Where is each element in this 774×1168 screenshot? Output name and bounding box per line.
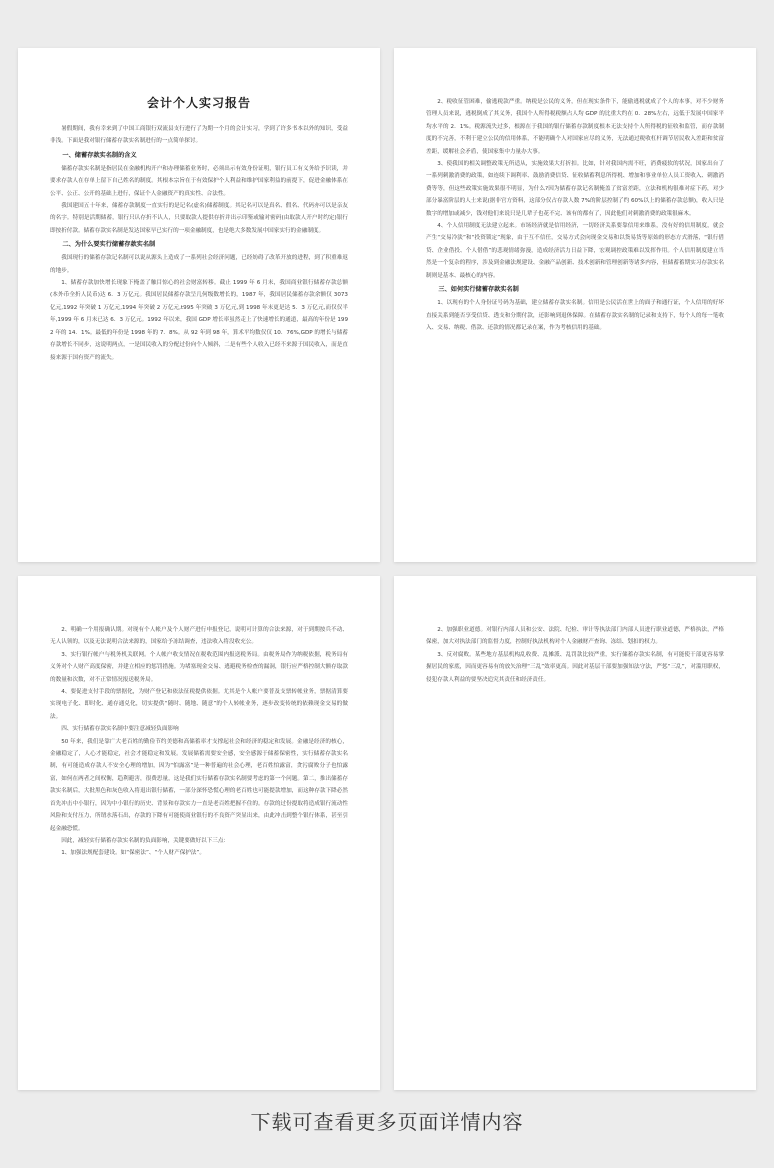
paragraph: 四、实行储蓄存款实名制中要注意减轻负面影响 [61,726,179,733]
document-page-2 [394,48,756,562]
section-heading: 一、储蓄存款实名制的含义 [62,151,137,159]
download-prompt-text[interactable]: 下载可查看更多页面详情内容 [250,1110,524,1134]
paragraph: 暑假期间，我有幸来到了中国工商银行双流县支行进行了为期一个月的会计实习，学到了许多书本以外的知识，受益非浅。下面是我对银行储蓄存款实名制进行的一点简单探讨。 [50,126,348,145]
section-heading: 二、为什么要实行储蓄存款实名制 [62,241,156,249]
paragraph: 50 年来，我们是靠广大老百姓的勤俭节约美德和高储蓄率才支撑起社会和经济的稳定和发展。金融是经济的核心，金融稳定了，人心才能稳定，社会才能稳定和发展。发展储蓄需要安全感，安全感源于储蓄保密性，实行储蓄存款实名制，有可能造成存款人不安全心理的增加，因为“怕露富”是一种普遍的社会心理，老百姓怕露富，贪污腐败分子也怕露富，如何在两者之间权衡，趋利避害，很费思量，这是我们实行储蓄存款实名制要考虑的第一个问题。第二，推出储蓄存款实名制后，大批黑色和灰色收入将退出银行储蓄，一部分深怀恐慌心理的老百姓也可能提款增加，而这种存款下降必然首先冲击中小银行，因为中小银行的历史、背景和存款实力一直是老百姓把握不住的。存款的过份提取将造成银行流动性风险和支付压力，所谓水落石出，存款的下降有可能使商业银行的不良资产突显出来，由此冲击到整个银行体系，甚至引起金融恐慌。 [50,738,348,832]
document-page-4 [394,576,756,1090]
paragraph: 2、明确一个用报确认期。对现有个人帐户及个人财产进行申报登记，说明可计算的合法来源，对于到期按兵不动、无人认领的，以及无法说明合法来源的，国家给予冻结调查，违法收入将没收充公。 [50,627,348,646]
paragraph: 因此，减轻实行储蓄存款实名制的负面影响，关键要做好以下三点： [61,837,230,844]
paragraph: 1、储蓄存款加快增长现象下掩盖了触目惊心的社会财富转移。截止 1999 年 6 月末，我国商业银行储蓄存款总额(本外币全折人民币)达 6．3 万亿元。我国居民储蓄存款呈几何级数增长的，1987 年，我国居民储蓄存款余额仅 3073 亿元,1992 年突破 1 万亿元,1994 年突破 2 万亿元,t995 年突破 3 万亿元,到 1998 年末更是达 5．3 万亿元,而仅仅半年,1999 年 6 月末已达 6．3 万亿元。1992 年以来，我国 GDP 增长率虽然走上了快速增长的通道，最高的年份是 1992 年的 14．1%。最低的年份是 1998 年的 7．8%。从 92 年到 98 年，算术平均数仅仅 10．76%,GDP 的增长与储蓄存款增长不同步，这说明两点，一是国民收入的分配过份向个人倾斜，二是有些个人收入已经不来源于国民收入，而是直接来源于国有资产的流失。 [50,280,348,361]
document-page-1 [18,48,380,562]
paragraph: 4、要促进支付手段的票据化，为财产登记和依法征税提供依据。尤其是个人帐户要普及支票转帐业务，票据清算要实现电子化、即时化、通存通兑化，切实提供“随时、随地、随意”的个人转帐业务，逐步改变传统的依赖现金交易的做法。 [50,689,348,720]
document-page-3 [18,576,380,1090]
document-title: 会计个人实习报告 [146,96,251,110]
paragraph: 储蓄存款实名制是指居民在金融机构开户和办理储蓄业务时，必须出示有效身份证明，银行员工有义务给予识读，并要求存款人在存单上留下自己姓名的制度。其根本宗旨在于有效保护个人利益和维护国家利益的前提下，促进金融体系在公平、公正、公开的基础上进行，保证个人金融资产的真实性、合法性。 [50,165,348,197]
paragraph: 我国现行的储蓄存款记名制可以说从源头上造成了一系列社会经济问题，已经妨碍了改革开放的进程，到了积重难返的地步。 [50,255,348,274]
paragraph: 3、反对腐败。某些地方基层机构乱收费、乱摊派、乱罚款比较严重，实行储蓄存款实名制，有可能使干部更容易掌握居民的家底，因而更容易有的放矢治理“三乱”效率更高。因此对基层干部要加强知法守法，严惩“三乱”，对滥用职权，侵犯存款人利益的要坚决追究其责任和经济责任。 [426,651,724,683]
paragraph: 4、个人信用制度无法建立起来。市场经济就是信用经济，一切经济关系要靠信用来维系，没有好的信用制度，就会产生“交易冷淡”和“投资锁定”现象，由于互不信任，交易方式会向现金交易和以货易货等原始的形态方式滑落，“银行借贷、企业借投、个人借借”的悲观情绪弥漫，造成经济活力日益下降，宏观调控政策难以发挥作用。个人信用制度建立当然是一个复杂的程序，涉及到金融法规建设、金融产品创新、技术创新和管理创新等诸多内容，但储蓄蓄期实习存款实名制则是基本、最核心的内容。 [426,223,724,279]
paragraph: 1、以现有的个人身份证号码为基础，建立储蓄存款实名制。信用是公民活在世上的面子和通行证，个人信用的好坏直接关系到能否享受信贷、透支和分期付款，还影响到退休保障。在储蓄存款实名制的记录和支持下，每个人的每一笔收入、交易、纳税、借款、还款的情况都记录在案，作为考核信用的基础。 [426,300,724,331]
paragraph: 2、加强职业道德。对银行内部人员和公安、法院、纪检、审计等执法部门内部人员进行职业道德，严格执法，严格保密，加大对执法部门的监督力度，控制好执法机构对个人金融财产查询、冻结、划扣的权力。 [426,627,724,646]
paragraph: 2、税收征管困难，偷逃税款严重。纳税是公民的义务，但在现实条件下，能偷逃税就成了个人的本事，对不少财务管理人员来说，逃税倒成了其义务，我国个人所得税税额占人均 GDP 的比重大约在 0．28%左右，远低于发展中国家平均水平的 2．1%。税源流失过多，根源在于我国的银行储蓄存款制度根本无法支持个人所得税的征收和监管，而存款制度的不完善，不利于建立公民的信用体系，不能明确个人对国家应尽的义务，无法通过税收杠杆调节居民收入差距和贫富差距，缓解社会矛盾，使国家集中力量办大事。 [426,99,724,155]
paragraph: 3、实行银行帐户与税务机关联网。个人帐户收支情况在税收范围内报送税务局。由税务局作为纳税依据，税务局有义务对个人财产高度保密，并建立相应的惩罚措施。为堵塞现金交易、逃避税务检查的漏洞，银行应严格控制大额存取款的数量和次数，对不正常情况报送税务局。 [50,651,348,683]
paragraph: 3、使我国的相关调整政策无所适从，实施效果大打折扣。比如，针对我国内需不旺，消费疲软的状况，国家出台了一系列刺激消费的政策，如连续下调利率、鼓励消费信贷、征收储蓄利息所得税、增加和事业单位人员工资收入、刺激消费等等，但这些政策实施效果很不明显，为什么?因为储蓄存款记名制掩盖了贫富差距，立法和机构很难对症下药，对少部分暴富阶层的人士来说(据非官方资料，这部分仅占存款人数 7%的阶层控制了约 60%以上的储蓄存款总额)，收入只是数字的增加或减少，钱对他们来说只是几辈子也花不完、该有的都有了，因此他们对刺激消费的政策很麻木。 [426,161,724,217]
paragraph: 1、加强法规配套建设。如“保密法”、“个人财产保护法”。 [61,850,205,857]
section-heading: 三、如何实行储蓄存款实名制 [438,286,519,294]
paragraph: 我国建国五十年来，储蓄存款制度一直实行的是记名(虚名)储蓄制度。其记名可以是真名、假名、代码亦可以是亲友的名字。特别是活期储蓄，银行只认存折不认人，只要取款人提供存折并出示印鉴或输对密码(由取款人开户时约定)银行即按折付款。储蓄存款实名制是发达国家早已实行的一项金融制度，也是绝大多数发展中国家实行的金融制度。 [50,203,348,234]
